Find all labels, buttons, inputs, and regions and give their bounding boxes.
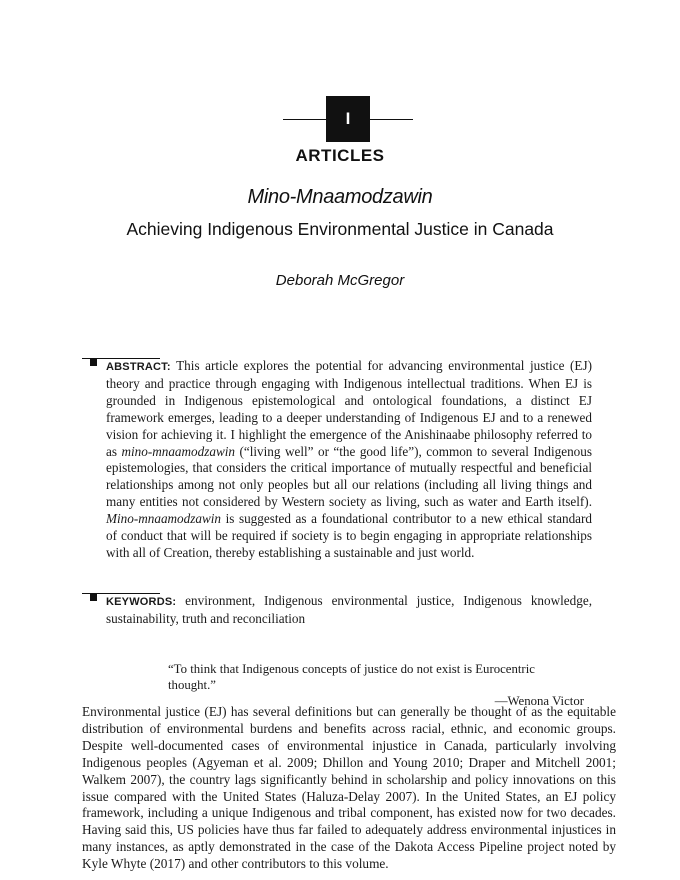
abstract-label: ABSTRACT: xyxy=(106,361,171,373)
abstract-text-part-3: is suggested as a foundational contributor to a new ethical standard of conduct that will be required if society is to begin engaging in appropriate relationships with all of Creation, thereby establishing a sustainable and just world. xyxy=(106,511,592,560)
abstract-text-part-2: (“living well” or “the good life”), common to several Indigenous epistemologies, that considers the critical importance of mutually respectful and beneficial relationships among not only peoples but all our relations (including all living things and many entities not considered by Western society as living, such as water and Earth itself). xyxy=(106,443,592,510)
keywords-label: KEYWORDS: xyxy=(106,596,177,608)
rule-left xyxy=(283,119,327,120)
article-author: Deborah McGregor xyxy=(275,272,405,289)
abstract-term-1: mino-mnaamodzawin xyxy=(121,443,236,459)
section-label: ARTICLES xyxy=(295,146,385,165)
article-title: Mino-Mnaamodzawin xyxy=(247,186,433,208)
keywords-block xyxy=(82,593,592,629)
body-paragraph: Environmental justice (EJ) has several definitions but can generally be thought of as the equitable distribution of environmental burdens and benefits across racial, ethnic, and economic groups. Despite well-documented cases of environmental injustice in Canada, particularly involving Indigenous peoples (Agyeman et al. 2009; Dhillon and Young 2010; Draper and Mitchell 2001; Walkem 2007), the country lags significantly behind in scholarship and policy innovations on this issue compared with the United States (Haluza-Delay 2007). In the United States, an EJ policy framework, including a unique Indigenous and tribal component, has existed now for two decades. Having said this, US policies have thus far failed to adequately address environmental injustices in many instances, as aptly demonstrated in the case of the Dakota Access Pipeline project noted by Kyle Whyte (2017) and other contributors to this volume. xyxy=(82,704,616,872)
keywords-list: environment, Indigenous environmental justice, Indigenous knowledge, sustainability, truth and reconciliation xyxy=(106,593,592,626)
abstract-text-part-1: This article explores the potential for advancing environmental justice (EJ) theory and practice through engaging with Indigenous intellectual traditions. When EJ is grounded in Indigenous epistemological and ontological foundations, a distinct EJ framework emerges, leading to a deeper understanding of Indigenous EJ and to a renewed vision for achieving it. I highlight the emergence of the Anishinaabe philosophy referred to as xyxy=(106,358,593,459)
bullet-square-icon xyxy=(90,359,97,366)
section-number: I xyxy=(345,109,351,128)
abstract-block xyxy=(82,358,592,580)
section-mark xyxy=(283,96,413,142)
article-subtitle: Achieving Indigenous Environmental Justice in Canada xyxy=(126,219,554,239)
section-number-box xyxy=(326,96,370,142)
epigraph-attribution: —Wenona Victor xyxy=(494,694,584,708)
epigraph xyxy=(160,661,584,709)
epigraph-quote: “To think that Indigenous concepts of justice do not exist is Eurocentric thought.” xyxy=(168,662,535,692)
abstract-text xyxy=(106,358,592,562)
keywords-text xyxy=(106,593,592,628)
rule-right xyxy=(369,119,413,120)
bullet-square-icon xyxy=(90,594,97,601)
abstract-term-2: Mino-mnaamodzawin xyxy=(106,511,222,527)
